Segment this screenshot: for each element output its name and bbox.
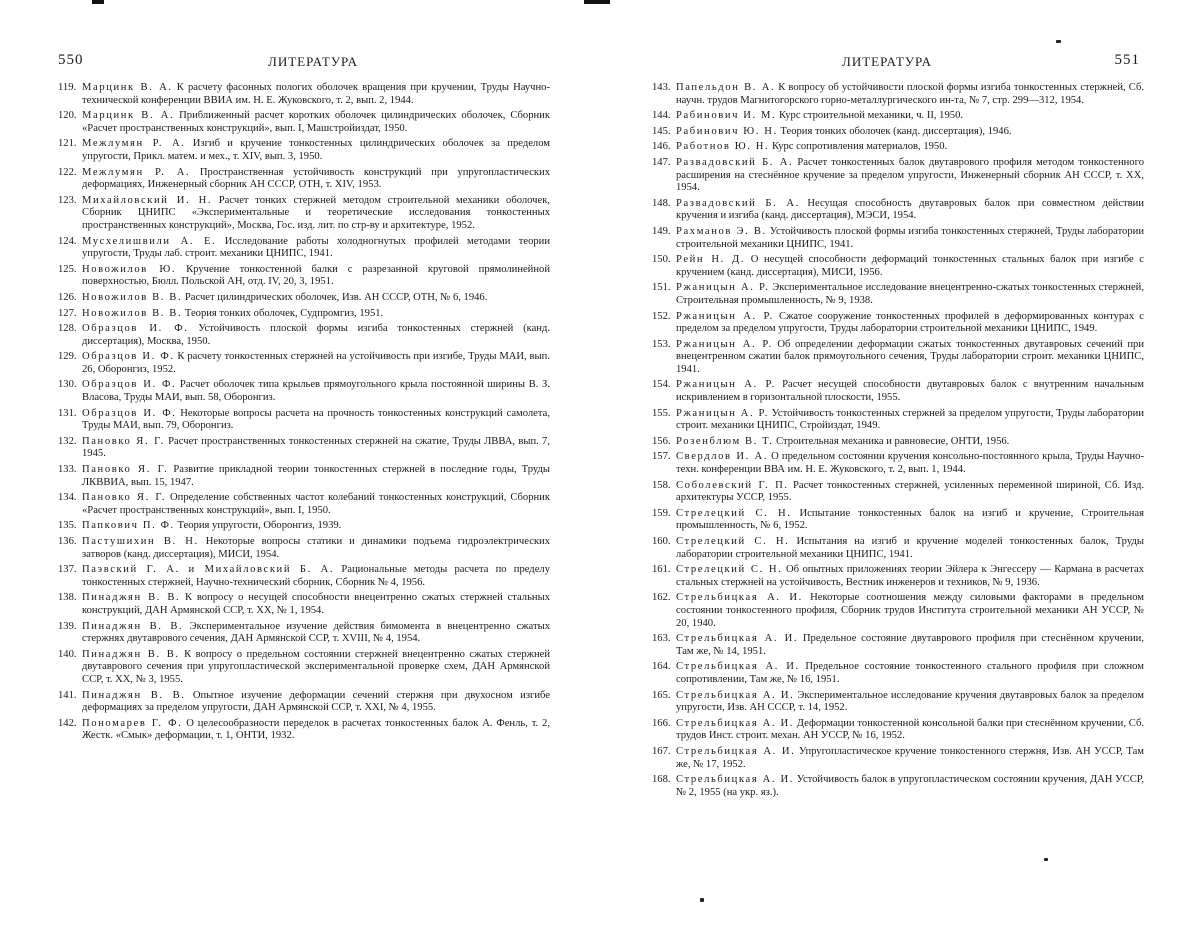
reference-number: 166.: [652, 717, 671, 729]
reference-text: Расчет пространственных тонкостенных стержней на сжатие, Труды ЛВВА, вып. 7, 1945.: [82, 435, 550, 460]
reference-author: Образцов И. Ф.: [82, 407, 177, 419]
reference-number: 143.: [652, 82, 671, 93]
reference-text: Устойчивость тонкостенных стержней за пределом упругости, Труды лаборатории строит. механики ЦНИПС, Стройиздат, 1949.: [676, 407, 1144, 432]
reference-author: Развадовский Б. А.: [676, 197, 800, 209]
reference-text: Экспериментальное изучение действия бимомента в внецентренно сжатых стержнях двутаврового сечения, ДАН Армянской ССР, т. XVIII, № 4, 1954.: [82, 620, 550, 645]
reference-author: Стрелецкий С. Н.: [676, 507, 792, 519]
reference-text: Исследование работы холодногнутых профилей методами теории упругости, Труды лаб. строит. механики ЦНИПС, 1941.: [82, 235, 550, 260]
reference-list-right: [652, 82, 1144, 799]
reference-text: Несущая способность двутавровых балок при совместном действии кручения и изгиба (канд. диссертация), МЭСИ, 1954.: [676, 197, 1144, 222]
reference-author: Ржаницын А. Р.: [676, 310, 774, 322]
reference-number: 124.: [58, 235, 77, 247]
reference-number: 150.: [652, 254, 671, 266]
reference-entry: [58, 464, 550, 489]
reference-number: 154.: [652, 379, 671, 391]
reference-entry: [58, 167, 550, 192]
reference-number: 168.: [652, 774, 671, 786]
reference-number: 141.: [58, 689, 77, 701]
reference-text: Испытание тонкостенных балок на изгиб и кручение, Строительная промышленность, № 6, 1952.: [676, 507, 1144, 532]
right-page-header: [652, 52, 1144, 82]
reference-text: Некоторые вопросы расчета на прочность тонкостенных конструкций самолета, Труды МАИ, вып. 79, Оборонгиз.: [82, 407, 550, 432]
reference-text: О предельном состоянии кручения консольно-постоянного крыла, Труды Научно-техн. конференции ВВА им. Н. Е. Жуковского, т. 2, вып. 1, 1944.: [676, 451, 1144, 476]
reference-entry: [58, 536, 550, 561]
reference-text: О несущей способности деформаций тонкостенных стальных балок при изгибе с кручением (канд. диссертация), МИСИ, 1956.: [676, 254, 1144, 278]
reference-author: Пинаджян В. В.: [82, 620, 184, 632]
reference-author: Стрельбицкая А. И.: [676, 745, 796, 757]
reference-number: 151.: [652, 282, 671, 294]
reference-number: 160.: [652, 536, 671, 547]
reference-entry: [652, 110, 1144, 123]
reference-number: 157.: [652, 451, 671, 463]
reference-number: 135.: [58, 520, 77, 532]
reference-text: Расчет тонкостенных стержней, усиленных переменной шириной, Сб. Изд. архитектуры УССР, 1955.: [676, 479, 1144, 504]
reference-text: Некоторые соотношения между силовыми факторами в предельном состоянии тонкостенного профиля, Сборник трудов Института строительной механики АН УССР, № 20, 1940.: [676, 592, 1144, 629]
reference-number: 145.: [652, 125, 671, 137]
reference-number: 134.: [58, 492, 77, 504]
reference-text: Опытное изучение деформации сечений стержня при двухосном изгибе деформациях за пределом упругости, ДАН Армянской ССР, т. XXI, № 4, 1955.: [82, 689, 550, 714]
reference-number: 133.: [58, 464, 77, 476]
reference-author: Межлумян Р. А.: [82, 138, 186, 150]
reference-number: 161.: [652, 564, 671, 576]
reference-number: 139.: [58, 620, 77, 632]
reference-text: Предельное состояние тонкостенного стального профиля при сложном сопротивлении, Там же, № 16, 1951.: [676, 661, 1144, 685]
reference-entry: [652, 718, 1144, 743]
reference-text: Экспериментальное исследование внецентренно-сжатых тонкостенных стержней, Строительная промышленность, № 9, 1938.: [676, 282, 1144, 306]
reference-author: Свердлов И. А.: [676, 451, 769, 463]
reference-number: 156.: [652, 435, 671, 447]
scan-edge-mark-left: [92, 0, 104, 4]
scan-edge-mark-right: [584, 0, 610, 4]
reference-number: 125.: [58, 263, 77, 275]
reference-number: 158.: [652, 479, 671, 491]
reference-text: Развитие прикладной теории тонкостенных стержней в последние годы, Труды ЛКВВИА, вып. 15, 1947.: [82, 464, 550, 488]
reference-author: Папкович П. Ф.: [82, 520, 175, 532]
page-number: 550: [58, 52, 84, 68]
reference-text: Экспериментальное исследование кручения двутавровых балок за пределом упругости, Изв. АН СССР, т. 14, 1952.: [676, 689, 1144, 714]
reference-text: Пространственная устойчивость конструкций при упругопластических деформациях, Инженерный сборник АН СССР, ОТН, т. XIV, 1953.: [82, 166, 550, 191]
reference-text: Курс сопротивления материалов, 1950.: [771, 141, 948, 153]
page-number: 551: [1114, 52, 1140, 68]
right-page: [652, 52, 1144, 902]
reference-text: Предельное состояние двутаврового профиля при стеснённом кручении, Там же, № 14, 1951.: [676, 633, 1144, 657]
reference-text: Устойчивость плоской формы изгиба тонкостенных стержней (канд. диссертация), Москва, 1950.: [82, 323, 550, 347]
reference-text: К вопросу об устойчивости плоской формы изгиба тонкостенных стержней, Сб. научн. трудов Магнитогорского горно-металлургического ин-та, № 7, стр. 299—312, 1954.: [676, 82, 1144, 106]
reference-number: 119.: [58, 82, 77, 93]
reference-entry: [58, 264, 550, 289]
reference-entry: [652, 633, 1144, 658]
reference-entry: [652, 141, 1144, 154]
reference-entry: [652, 746, 1144, 771]
reference-number: 165.: [652, 689, 671, 701]
reference-text: К расчету тонкостенных стержней на устойчивость при изгибе, Труды МАИ, вып. 26, Оборонгиз, 1952.: [82, 351, 550, 375]
reference-author: Развадовский Б. А.: [676, 156, 794, 168]
running-title: ЛИТЕРАТУРА: [842, 54, 932, 69]
reference-number: 148.: [652, 197, 671, 209]
reference-author: Стрельбицкая А. И.: [676, 689, 795, 701]
reference-text: Упругопластическое кручение тонкостенного стержня, Изв. АН УССР, Там же, № 17, 1952.: [676, 745, 1144, 770]
reference-entry: [58, 308, 550, 321]
reference-text: О целесообразности переделок в расчетах тонкостенных балок А. Фенль, т. 2, Жестк. «Смык» деформации, т. 1, ОНТИ, 1932.: [82, 717, 550, 742]
reference-author: Пастушихин В. Н.: [82, 536, 199, 547]
reference-text: К расчету фасонных пологих оболочек вращения при кручении, Труды Научно-технической конференции ВВИА им. Н. Е. Жуковского, т. 2, вып. 2, 1944.: [82, 82, 550, 106]
reference-entry: [652, 282, 1144, 307]
reference-entry: [652, 690, 1144, 715]
reference-number: 164.: [652, 661, 671, 673]
reference-text: Деформации тонкостенной консольной балки при стеснённом кручении, Сб. трудов Инст. строит. механ. АН УССР, № 16, 1952.: [676, 717, 1144, 742]
running-title: ЛИТЕРАТУРА: [268, 54, 358, 69]
reference-entry: [58, 323, 550, 348]
reference-entry: [652, 661, 1144, 686]
reference-number: 132.: [58, 435, 77, 447]
reference-number: 144.: [652, 110, 671, 122]
reference-entry: [58, 82, 550, 107]
reference-number: 127.: [58, 307, 77, 319]
reference-author: Пинаджян В. В.: [82, 689, 186, 701]
reference-text: Устойчивость плоской формы изгиба тонкостенных стержней, Труды лаборатории строительной механики ЦНИПС, 1941.: [676, 225, 1144, 250]
reference-list-left: [58, 82, 550, 743]
reference-text: Расчет несущей способности двутавровых балок с внутренним начальным искривлением в горизонтальной плоскости, 1955.: [676, 379, 1144, 404]
reference-text: Расчет тонких стержней методом строительной механики оболочек, Сборник ЦНИПС «Экспериментальные и теоретические исследования тонкостенных пространственных конструкций», Москва, Гос. изд. лит. по стр-ву и архитектуре, 1952.: [82, 194, 550, 231]
reference-entry: [58, 520, 550, 533]
reference-entry: [58, 718, 550, 743]
reference-text: Расчет оболочек типа крыльев прямоугольного крыла постоянной ширины В. З. Власова, Труды МАИ, вып. 58, Оборонгиз.: [82, 379, 550, 404]
reference-number: 131.: [58, 407, 77, 419]
reference-entry: [652, 592, 1144, 630]
reference-author: Новожилов В. В.: [82, 291, 183, 303]
reference-entry: [652, 157, 1144, 195]
reference-text: Кручение тонкостенной балки с разрезанной круговой прямолинейной поверхностью, Бюлл. Польской АН, отд. IV, 20, 3, 1951.: [82, 263, 550, 288]
reference-text: Некоторые вопросы статики и динамики подъема гидроэлектрических затворов (канд. диссертация), МИСИ, 1954.: [82, 536, 550, 560]
reference-entry: [652, 311, 1144, 336]
reference-entry: [58, 110, 550, 135]
reference-author: Межлумян Р. А.: [82, 166, 191, 178]
reference-entry: [652, 82, 1144, 107]
reference-text: Рациональные методы расчета по пределу тонкостенных стержней, Научно-технический сборник, Сборник № 4, 1956.: [82, 564, 550, 588]
reference-entry: [652, 508, 1144, 533]
reference-author: Работнов Ю. Н.: [676, 141, 770, 153]
reference-text: Испытания на изгиб и кручение моделей тонкостенных балок, Труды лаборатории строительной механики ЦНИПС, 1941.: [676, 536, 1144, 560]
reference-entry: [652, 198, 1144, 223]
reference-author: Стрельбицкая А. И.: [676, 633, 799, 645]
reference-number: 123.: [58, 194, 77, 206]
reference-entry: [652, 339, 1144, 377]
reference-number: 126.: [58, 291, 77, 303]
reference-author: Ржаницын А. Р.: [676, 282, 770, 294]
reference-author: Ржаницын А. Р.: [676, 379, 776, 391]
reference-author: Стрелецкий С. Н.: [676, 536, 790, 547]
reference-author: Стрелецкий С. Н.: [676, 564, 783, 576]
reference-author: Стрельбицкая А. И.: [676, 717, 794, 729]
reference-number: 146.: [652, 141, 671, 153]
left-page-header: [58, 52, 550, 82]
scan-speck: [1056, 40, 1061, 43]
reference-author: Ржаницын А. Р.: [676, 407, 769, 419]
reference-author: Розенблюм В. Т.: [676, 435, 774, 447]
reference-text: Сжатое сооружение тонкостенных профилей в деформированных контурах с пределом за пределом упругости, Труды лаборатории строительной механики ЦНИПС, 1949.: [676, 310, 1144, 335]
reference-entry: [58, 292, 550, 305]
reference-author: Стрельбицкая А. И.: [676, 592, 803, 604]
reference-author: Папельдон В. А.: [676, 82, 776, 93]
reference-number: 153.: [652, 338, 671, 350]
reference-author: Рабинович И. М.: [676, 110, 777, 122]
reference-number: 130.: [58, 379, 77, 391]
reference-entry: [652, 408, 1144, 433]
reference-entry: [58, 408, 550, 433]
reference-text: Об определении деформации сжатых тонкостенных двутавровых сечений при внецентренном сжатии балок прямоугольного сечения, Труды лаборатории строит. механики ЦНИПС, 1941.: [676, 338, 1144, 375]
reference-number: 120.: [58, 110, 77, 122]
reference-number: 138.: [58, 592, 77, 604]
reference-author: Марцинк В. А.: [82, 110, 175, 122]
reference-number: 136.: [58, 536, 77, 547]
reference-author: Пановко Я. Г.: [82, 435, 165, 447]
left-page: [58, 52, 550, 902]
reference-author: Образцов И. Ф.: [82, 351, 175, 363]
reference-author: Пановко Я. Г.: [82, 492, 167, 504]
reference-number: 137.: [58, 564, 77, 576]
reference-author: Образцов И. Ф.: [82, 379, 177, 391]
reference-author: Рабинович Ю. Н.: [676, 125, 778, 137]
reference-text: Об опытных приложениях теории Эйлера к Энгессеру — Кармана в расчетах стальных стержней на устойчивость, Вестник инженеров и техников, № 9, 1936.: [676, 564, 1144, 588]
reference-entry: [652, 226, 1144, 251]
reference-number: 140.: [58, 648, 77, 660]
reference-entry: [652, 564, 1144, 589]
reference-entry: [58, 379, 550, 404]
reference-number: 149.: [652, 225, 671, 237]
reference-author: Соболевский Г. П.: [676, 479, 789, 491]
reference-author: Новожилов В. В.: [82, 307, 183, 319]
reference-entry: [652, 536, 1144, 561]
reference-author: Пановко Я. Г.: [82, 464, 169, 476]
reference-entry: [652, 126, 1144, 139]
reference-entry: [58, 592, 550, 617]
reference-text: Расчет цилиндрических оболочек, Изв. АН СССР, ОТН, № 6, 1946.: [184, 291, 488, 303]
reference-text: К вопросу о несущей способности внецентренно сжатых стержней стальных конструкций, ДАН Армянской ССР, т. XX, № 1, 1954.: [82, 592, 550, 616]
reference-number: 152.: [652, 310, 671, 322]
reference-author: Пинаджян В. В.: [82, 648, 180, 660]
reference-author: Марцинк В. А.: [82, 82, 173, 93]
reference-text: Расчет тонкостенных балок двутаврового профиля методом тонкостенного расширения на стеснённое кручение за пределом упругости, Инженерный сборник АН СССР, т. XX, 1954.: [676, 156, 1144, 194]
reference-entry: [652, 379, 1144, 404]
reference-entry: [652, 451, 1144, 476]
reference-author: Рахманов Э. В.: [676, 225, 767, 237]
reference-text: Устойчивость балок в упругопластическом состоянии кручения, ДАН УССР, № 2, 1955 (на укр. яз.).: [676, 774, 1144, 798]
reference-author: Михайловский И. Н.: [82, 194, 213, 206]
reference-entry: [58, 621, 550, 646]
reference-number: 163.: [652, 633, 671, 645]
reference-entry: [58, 690, 550, 715]
reference-text: Теория тонких оболочек (канд. диссертация), 1946.: [780, 125, 1012, 137]
reference-number: 167.: [652, 745, 671, 757]
reference-number: 128.: [58, 323, 77, 335]
reference-entry: [652, 436, 1144, 449]
reference-entry: [58, 236, 550, 261]
reference-author: Пинаджян В. В.: [82, 592, 181, 604]
reference-author: Рейн Н. Д.: [676, 254, 746, 266]
reference-number: 162.: [652, 592, 671, 604]
reference-author: Мусхелишвили А. Е.: [82, 235, 217, 247]
reference-author: Стрельбицкая А. И.: [676, 661, 800, 673]
reference-text: Определение собственных частот колебаний тонкостенных конструкций, Сборник «Расчет пространственных конструкций», вып. I, 1950.: [82, 492, 550, 516]
reference-entry: [58, 492, 550, 517]
reference-number: 121.: [58, 138, 77, 150]
reference-number: 155.: [652, 407, 671, 419]
reference-number: 122.: [58, 166, 77, 178]
reference-text: Курс строительной механики, ч. II, 1950.: [778, 110, 964, 122]
reference-entry: [58, 138, 550, 163]
reference-number: 147.: [652, 156, 671, 168]
reference-author: Образцов И. Ф.: [82, 323, 189, 335]
reference-number: 142.: [58, 717, 77, 729]
reference-author: Ржаницын А. Р.: [676, 338, 773, 350]
reference-entry: [652, 774, 1144, 799]
reference-entry: [652, 480, 1144, 505]
reference-entry: [652, 254, 1144, 279]
reference-number: 159.: [652, 507, 671, 519]
reference-author: Пономарев Г. Ф.: [82, 717, 183, 729]
reference-text: Приближенный расчет коротких оболочек цилиндрических оболочек, Сборник «Расчет пространственных конструкций», вып. I, Машстройиздат, 1950.: [82, 110, 550, 134]
reference-author: Новожилов Ю.: [82, 263, 177, 275]
reference-entry: [58, 649, 550, 687]
reference-text: Строительная механика и равновесие, ОНТИ, 1956.: [776, 435, 1010, 447]
reference-text: К вопросу о предельном состоянии стержней внецентренно сжатых стержней двутаврового сечения при упругопластической экспериментальной проверке схем, ДАН Армянской ССР, т. XX, № 3, 1955.: [82, 648, 550, 685]
reference-number: 129.: [58, 351, 77, 363]
reference-author: Стрельбицкая А. И.: [676, 774, 794, 786]
reference-entry: [58, 564, 550, 589]
reference-text: Теория тонких оболочек, Судпромгиз, 1951.: [184, 307, 384, 319]
reference-entry: [58, 195, 550, 233]
reference-entry: [58, 436, 550, 461]
reference-text: Изгиб и кручение тонкостенных цилиндрических оболочек за пределом упругости, Прикл. матем. и мех., т. XIV, вып. 3, 1950.: [82, 138, 550, 162]
reference-text: Теория упругости, Оборонгиз, 1939.: [177, 520, 342, 532]
reference-author: Паэвский Г. А. и Михайловский Б. А.: [82, 564, 335, 576]
reference-entry: [58, 351, 550, 376]
